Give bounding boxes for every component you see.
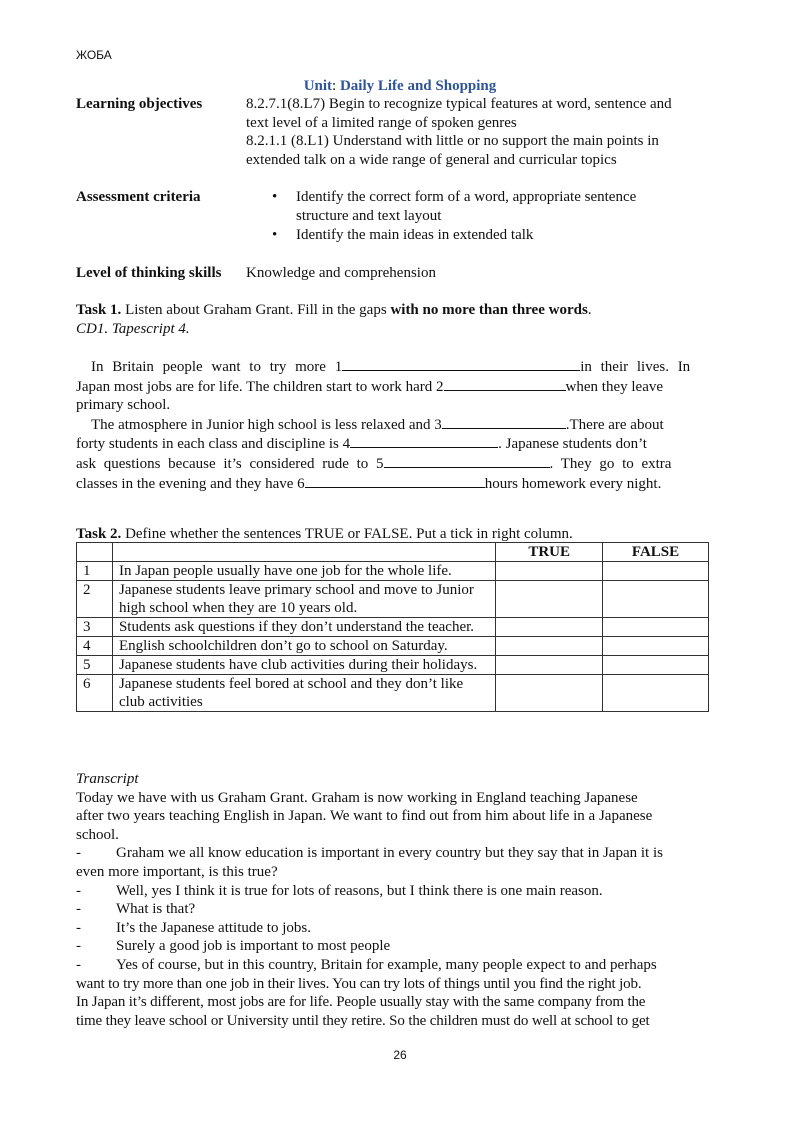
blank-5[interactable] — [384, 454, 550, 468]
thinking-skills — [76, 264, 708, 284]
table-row — [77, 562, 709, 581]
true-cell[interactable] — [496, 581, 603, 618]
transcript-line: Today we have with us Graham Grant. Graham is now working in England teaching Japanese — [76, 789, 638, 806]
table-header-cell — [77, 543, 113, 562]
text-seg: Japan most jobs are for life. The children start to work hard 2 — [76, 378, 444, 395]
criteria-item — [246, 226, 708, 245]
text-seg: forty students in each class and discipline is 4 — [76, 436, 351, 453]
false-cell[interactable] — [603, 562, 709, 581]
text-line — [76, 357, 708, 377]
transcript-line: after two years teaching English in Japan. We want to find out from him about life in a Japanese — [76, 808, 653, 825]
blank-3[interactable] — [442, 415, 566, 429]
assessment-criteria — [76, 188, 708, 250]
text-seg-a: In Britain people want to try more 1 — [91, 359, 343, 375]
transcript-line: time they leave school or University until they retire. So the children must do well at school to get — [76, 1012, 650, 1029]
unit-name: Daily Life and Shopping — [339, 78, 497, 94]
column-header-false: FALSE — [603, 543, 709, 562]
transcript-line: school. — [76, 826, 119, 843]
objective-line: text level of a limited range of spoken genres — [246, 114, 517, 131]
line-text: What is that? — [116, 901, 196, 918]
transcript-line: In Japan it’s different, most jobs are for life. People usually stay with the same company from the — [76, 994, 646, 1011]
task1-bold: with no more than three words — [390, 302, 588, 318]
true-cell[interactable] — [496, 562, 603, 581]
text-line — [76, 377, 708, 397]
dash-marker: - — [76, 956, 81, 973]
column-header-true: TRUE — [496, 543, 603, 562]
learning-objectives — [76, 95, 708, 175]
text-seg: when they leave — [565, 378, 664, 395]
assessment-criteria-label: Assessment criteria — [76, 189, 201, 205]
text-seg-b: in their lives. In — [580, 359, 691, 375]
assessment-criteria-list — [246, 188, 708, 245]
page-header: ЖОБА — [76, 48, 112, 62]
learning-objectives-text — [246, 95, 708, 169]
true-cell[interactable] — [496, 618, 603, 637]
false-cell[interactable] — [603, 618, 709, 637]
row-number: 5 — [77, 656, 113, 675]
task1-end: . — [587, 302, 592, 318]
criteria-line: • Identify the correct form of a word, appropriate sentence — [296, 189, 637, 205]
transcript — [76, 770, 709, 1030]
text-line — [76, 454, 708, 474]
task2-heading — [76, 525, 708, 544]
text-seg: .There are about — [565, 416, 664, 433]
table-header-cell — [112, 543, 495, 562]
true-cell[interactable] — [496, 637, 603, 656]
transcript-line — [76, 919, 709, 938]
text-seg: hours homework every night. — [484, 475, 662, 492]
true-cell[interactable] — [496, 675, 603, 712]
thinking-skills-value: Knowledge and comprehension — [246, 265, 436, 281]
dash-marker: - — [76, 919, 81, 936]
table-header-row — [77, 543, 709, 562]
task2-label: Task 2. — [76, 526, 122, 542]
unit-title — [0, 78, 800, 95]
text-line — [76, 434, 708, 454]
table-row — [77, 581, 709, 618]
transcript-line: want to try more than one job in their lives. You can try lots of things until you find the right job. — [76, 975, 642, 992]
row-statement: Japanese students feel bored at school and they don’t like club activities — [112, 675, 495, 712]
text-seg: . Japanese students don’t — [498, 436, 647, 453]
text-seg — [76, 357, 690, 377]
dash-marker: - — [76, 882, 81, 899]
dash-marker: - — [76, 845, 81, 862]
text-seg: classes in the evening and they have 6 — [76, 475, 305, 492]
line-text: It’s the Japanese attitude to jobs. — [116, 919, 311, 936]
table-row — [77, 675, 709, 712]
row-statement: Japanese students have club activities during their holidays. — [112, 656, 495, 675]
unit-prefix: Unit — [303, 78, 333, 94]
true-false-table — [76, 542, 709, 712]
transcript-line — [76, 900, 709, 919]
task1-text — [76, 357, 708, 493]
text-seg: The atmosphere in Junior high school is less relaxed and 3 — [91, 416, 442, 433]
blank-2[interactable] — [444, 377, 566, 391]
task1-instructions: Listen about Graham Grant. Fill in the gaps — [121, 302, 391, 318]
task1-source: CD1. Tapescript 4. — [76, 320, 190, 337]
text-seg: . They go to extra — [549, 455, 672, 472]
line-text: Well, yes I think it is true for lots of reasons, but I think there is one main reason. — [116, 882, 603, 899]
row-number: 2 — [77, 581, 113, 618]
dash-marker: - — [76, 938, 81, 955]
task1-label: Task 1. — [76, 302, 122, 318]
unit-sep: : — [332, 78, 340, 94]
transcript-line — [76, 844, 709, 863]
objective-line: extended talk on a wide range of general and curricular topics — [246, 151, 617, 168]
table-row — [77, 656, 709, 675]
transcript-title: Transcript — [76, 771, 139, 787]
transcript-line — [76, 882, 709, 901]
learning-objectives-label: Learning objectives — [76, 96, 203, 112]
false-cell[interactable] — [603, 637, 709, 656]
text-line — [76, 415, 708, 435]
table-row — [77, 637, 709, 656]
false-cell[interactable] — [603, 675, 709, 712]
objective-line: 8.2.1.1 (8.L1) Understand with little or no support the main points in — [246, 133, 659, 150]
transcript-line — [76, 937, 709, 956]
text-line — [76, 474, 708, 494]
row-statement: English schoolchildren don’t go to school on Saturday. — [112, 637, 495, 656]
thinking-skills-label: Level of thinking skills — [76, 265, 222, 281]
task1-heading — [76, 301, 708, 338]
row-number: 3 — [77, 618, 113, 637]
row-statement: In Japan people usually have one job for the whole life. — [112, 562, 495, 581]
text-line: primary school. — [76, 397, 171, 414]
line-text: Surely a good job is important to most people — [116, 938, 391, 955]
row-number: 6 — [77, 675, 113, 712]
assessment-criteria-list-wrap — [246, 188, 708, 245]
task2-instructions: Define whether the sentences TRUE or FALSE. Put a tick in right column. — [121, 526, 573, 542]
criteria-line: structure and text layout — [296, 207, 442, 224]
text-seg: ask questions because it’s considered rude to 5 — [76, 455, 384, 472]
blank-4[interactable] — [350, 434, 498, 448]
line-text: Graham we all know education is important in every country but they say that in Japan it is — [116, 845, 663, 862]
row-statement: Students ask questions if they don’t understand the teacher. — [112, 618, 495, 637]
page-number: 26 — [393, 1048, 407, 1062]
transcript-line — [76, 956, 709, 975]
row-number: 4 — [77, 637, 113, 656]
row-statement: Japanese students leave primary school and move to Junior high school when they are 10 years old. — [112, 581, 495, 618]
true-cell[interactable] — [496, 656, 603, 675]
objective-line: 8.2.7.1(8.L7) Begin to recognize typical features at word, sentence and — [246, 96, 672, 112]
criteria-item — [246, 188, 708, 225]
dash-marker: - — [76, 901, 81, 918]
blank-6[interactable] — [305, 474, 485, 488]
blank-1[interactable] — [342, 357, 580, 371]
table-row — [77, 618, 709, 637]
row-number: 1 — [77, 562, 113, 581]
false-cell[interactable] — [603, 581, 709, 618]
false-cell[interactable] — [603, 656, 709, 675]
line-text: Yes of course, but in this country, Britain for example, many people expect to and perhaps — [116, 956, 657, 973]
criteria-line: • Identify the main ideas in extended talk — [296, 227, 534, 244]
transcript-line: even more important, is this true? — [76, 863, 278, 880]
